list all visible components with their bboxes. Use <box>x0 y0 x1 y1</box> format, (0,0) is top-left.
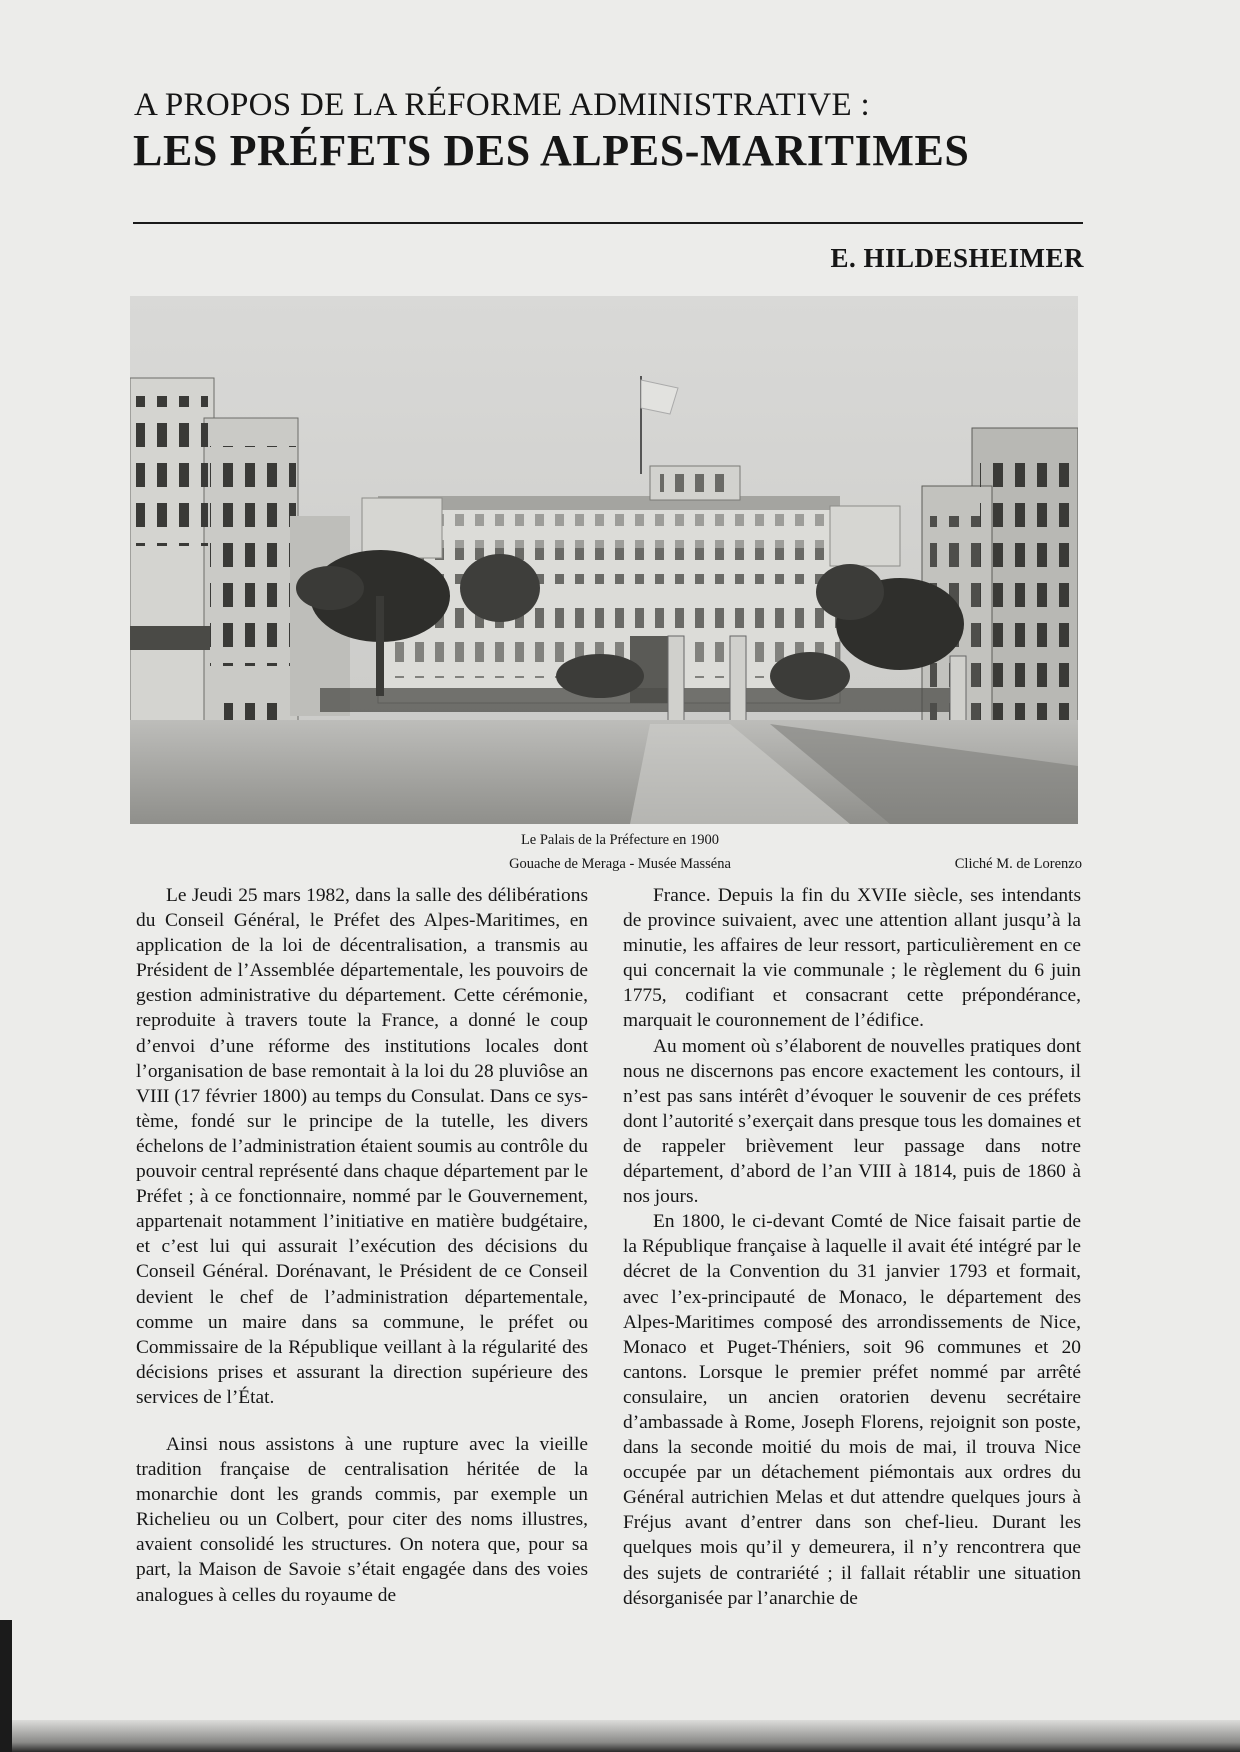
photo-credit: Cliché M. de Lorenzo <box>954 856 1082 872</box>
paragraph: En 1800, le ci-devant Comté de Nice faisait partie de la République française à laquelle il avait été intégré par le décret de la Convention du 31 janvier 1793 et formait, avec l’ex-principauté de Monaco, le département des Alpes-Maritimes composé des arrondissements de Nice, Monaco et Puget-Théniers, soit 96 communes et 20 cantons. Lorsque le premier préfet nommé par arrêté consulaire, un ancien oratorien devenu secrétaire d’ambassade à Rome, Joseph Florens, rejoignit son poste, dans la seconde moitié du mois de mai, il trouva Nice occupée par un détachement piémontais aux ordres du Général autrichien Melas et dut attendre quelques jours à Fréjus avant d’entrer dans son chef-lieu. Durant les quelques mois qu’il y demeurera, il n’y rencontrera que des sujets de contrariété ; il fallait rétablir une situation désorganisée par l’anarchie de <box>623 1211 1081 1609</box>
paragraph: France. Depuis la fin du XVIIe siècle, ses intendants de province suivaient, avec une attention allant jusqu’à la minutie, les affaires de leur ressort, particulièrement en ce qui concernait la vie communale ; le règlement du 6 juin 1775, codifiant et consacrant cette prépondérance, marquait le couronnement de l’édifice. <box>623 885 1081 1032</box>
gouache-drawing <box>130 296 1078 824</box>
article-author: E. HILDESHEIMER <box>830 243 1084 273</box>
scan-spine-shadow <box>0 1620 12 1752</box>
figure-caption-source: Gouache de Meraga - Musée Masséna <box>509 856 731 872</box>
prefecture-palace-illustration <box>130 296 1078 824</box>
scan-bottom-edge <box>0 1720 1240 1752</box>
title-rule <box>133 222 1083 224</box>
paragraph: Ainsi nous assistons à une rupture avec la vieille tradition française de centralisation héritée de la monarchie dont les grands commis, par exemple un Richelieu ou un Colbert, pour citer des noms illustres, avaient consolidé les structures. On notera que, pour sa part, la Maison de Savoie s’était engagée dans des voies analogues à celles du royaume de <box>136 1433 588 1606</box>
article-title: LES PRÉFETS DES ALPES-MARITIMES <box>133 126 970 175</box>
figure-caption-title: Le Palais de la Préfecture en 1900 <box>520 832 720 848</box>
body-column-left <box>136 883 588 1608</box>
paragraph: Le Jeudi 25 mars 1982, dans la salle des délibérations du Conseil Général, le Préfet des Alpes-Maritimes, en application de la loi de décentralisation, a transmis au Président de l’Assemblée départementale, les pouvoirs de gestion administrative du département. Cette cérémonie, reproduite à travers toute la France, a donné le coup d’envoi d’une réforme des institutions locales dont l’organisation de base remontait à la loi du 28 pluviôse an VIII (17 février 1800) au temps du Consulat. Dans ce système, fondé sur le principe de la tutelle, les divers échelons de l’administration étaient soumis au contrôle du pouvoir central représenté dans chaque département par le Préfet ; à ce fonctionnaire, nommé par le Gouvernement, appartenait notamment l’initiative en matière budgétaire, et c’est lui qui assurait l’exécution des décisions du Conseil Général. Dorénavant, le Président de ce Conseil devient le chef de l’administration départementale, comme un maire dans sa commune, le préfet ou Commissaire de la République veillant à la régularité des décisions prises et assurant la direction supérieure des services de l’État. <box>136 885 588 1408</box>
article-kicker: A PROPOS DE LA RÉFORME ADMINISTRATIVE : <box>134 87 870 123</box>
body-column-right <box>623 883 1081 1611</box>
paragraph: Au moment où s’élaborent de nouvelles pratiques dont nous ne discernons pas encore exactement les contours, il n’est pas sans intérêt d’évoquer le souvenir de ces préfets dont l’autorité s’exerçait dans presque tous les domaines et de rappeler brièvement leur passage dans notre département, d’abord de l’an VIII à 1814, puis de 1860 à nos jours. <box>623 1035 1081 1208</box>
